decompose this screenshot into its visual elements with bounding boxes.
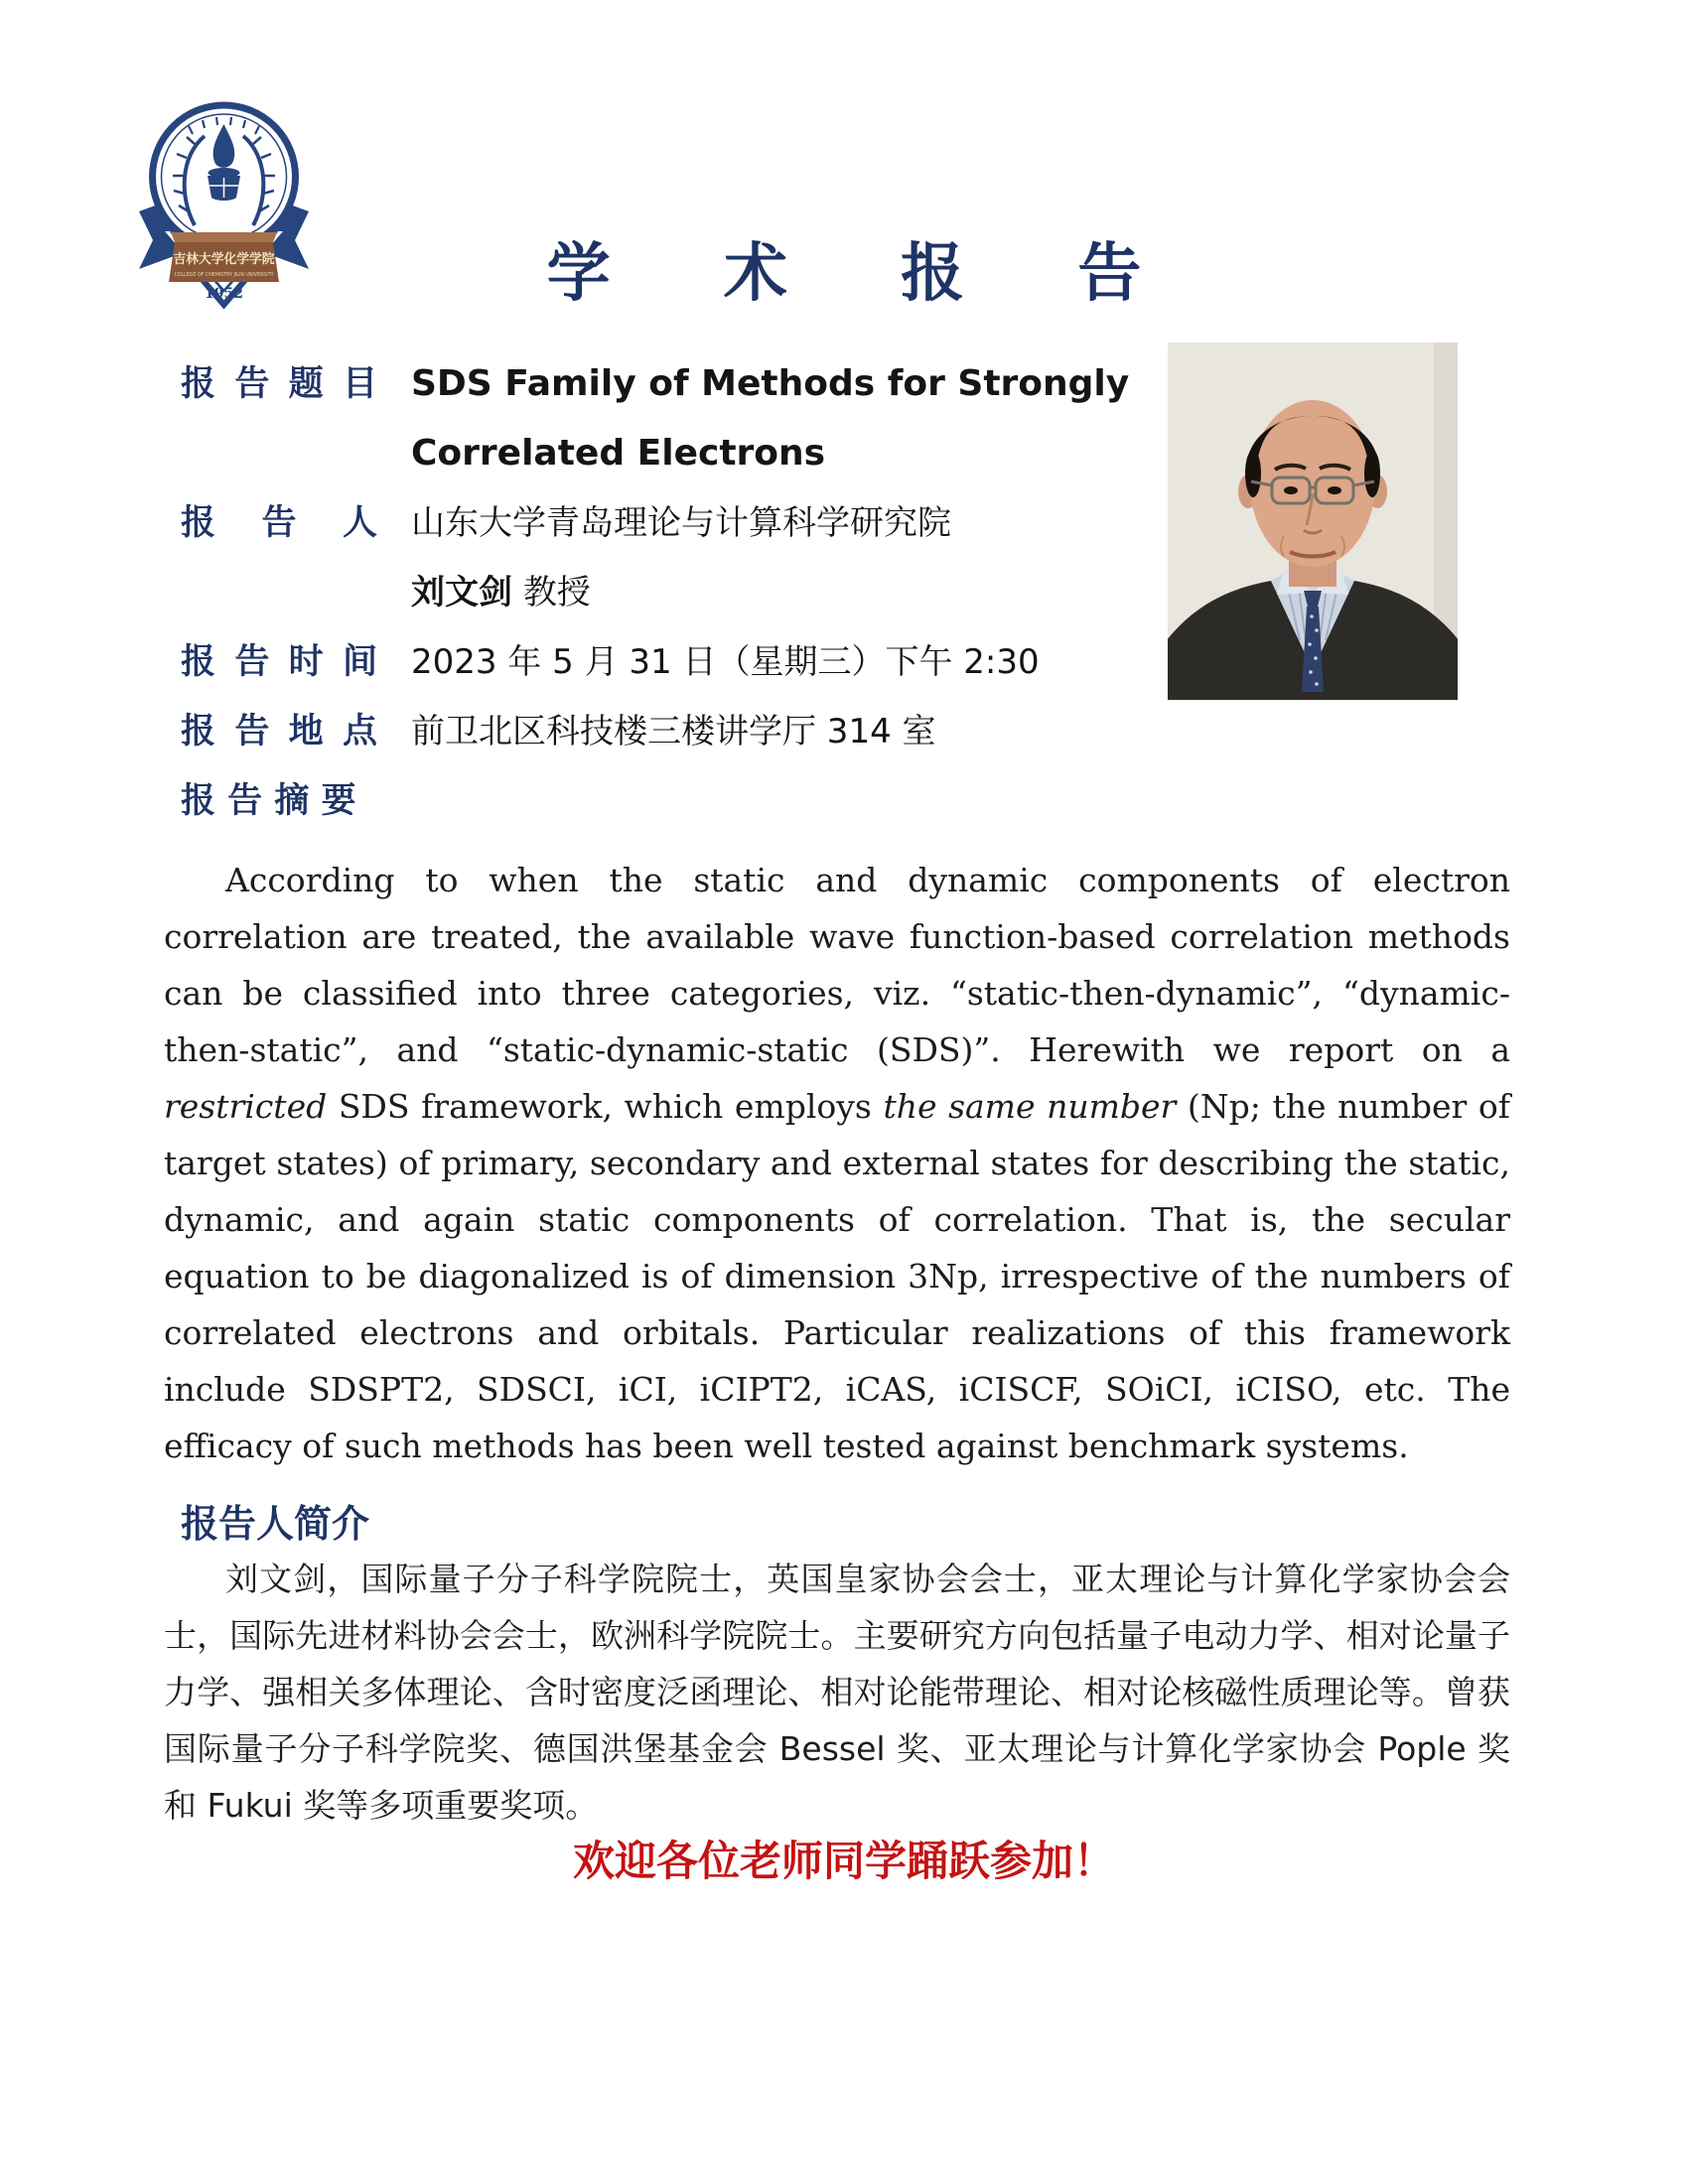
- speaker-name-line: [411, 558, 951, 627]
- speaker-affiliation: 山东大学青岛理论与计算科学研究院: [411, 503, 951, 543]
- logo-college-name-en: COLLEGE OF CHEMISTRY JILIN UNIVERSITY: [174, 272, 275, 278]
- time-label: 报 告 时 间: [181, 642, 377, 682]
- abstract-part3: (Np; the number of target states) of primary, secondary and external states for describing the static, dynamic, and again static components of correlation. That is, the secular equation to be diagonalized is of dimension 3Np, irrespective of the numbers of correlated electrons and orbitals. Particular realizations of this framework include SDSPT2, SDSCI, iCI, iCIPT2, iCAS, iCISCF, SOiCI, iCISO, etc. The efficacy of such methods has been well tested against benchmark systems.: [164, 1087, 1510, 1465]
- info-row-abstract-heading: [181, 766, 1159, 836]
- lecture-title: [411, 349, 1129, 488]
- info-row-time: [181, 627, 1159, 697]
- welcome-message: 欢迎各位老师同学踊跃参加！: [572, 1837, 1115, 1885]
- lecture-info: [181, 349, 1159, 836]
- speaker-photo: [1168, 342, 1458, 700]
- info-row-speaker: [181, 488, 1159, 627]
- lecture-title-line1: SDS Family of Methods for Strongly: [411, 363, 1130, 404]
- time-value: 2023 年 5 月 31 日（星期三）下午 2:30: [411, 642, 1040, 682]
- venue-value: 前卫北区科技楼三楼讲学厅 314 室: [411, 712, 936, 751]
- speaker-portrait-icon: [1168, 342, 1458, 700]
- logo-college-name-cn: 吉林大学化学学院: [173, 252, 277, 267]
- abstract-italic2: the same number: [883, 1087, 1177, 1126]
- logo-year: 1952: [205, 286, 243, 302]
- page-title: 学 术 报 告: [546, 236, 1188, 311]
- speaker-label: 报 告 人: [181, 503, 377, 543]
- bio-paragraph: 刘文剑，国际量子分子科学院院士，英国皇家协会会士，亚太理论与计算化学家协会会士，国际先进材料协会会士，欧洲科学院院士。主要研究方向包括量子电动力学、相对论量子力学、强相关多体理论、含时密度泛函理论、相对论能带理论、相对论核磁性质理论等。曾获国际量子分子科学院奖、德国洪堡基金会 Bessel 奖、亚太理论与计算化学家协会 Pople 奖和 Fukui 奖等多项重要奖项。: [164, 1560, 1510, 1825]
- bio-heading: 报告人简介: [181, 1502, 370, 1546]
- abstract-heading: 报 告 摘 要: [181, 781, 356, 821]
- info-row-venue: [181, 697, 1159, 766]
- info-row-title: [181, 349, 1159, 488]
- abstract-part2: SDS framework, which employs: [327, 1087, 884, 1126]
- lecture-title-line2: Correlated Electrons: [411, 433, 826, 474]
- speaker-value: [411, 488, 951, 627]
- abstract-paragraph: [164, 852, 1510, 1474]
- speaker-name: 刘文剑: [411, 573, 512, 613]
- venue-label: 报 告 地 点: [181, 712, 377, 751]
- abstract-italic1: restricted: [164, 1087, 328, 1126]
- title-label: 报 告 题 目: [181, 364, 377, 404]
- abstract-part1: According to when the static and dynamic components of electron correlation are treated, the available wave function-based correlation methods can be classified into three categories, viz. “static-then-dynamic”, “dynamic-then-static”, and “static-dynamic-static (SDS)”. Herewith we report on a: [164, 861, 1510, 1069]
- speaker-degree: 教授: [522, 573, 591, 613]
